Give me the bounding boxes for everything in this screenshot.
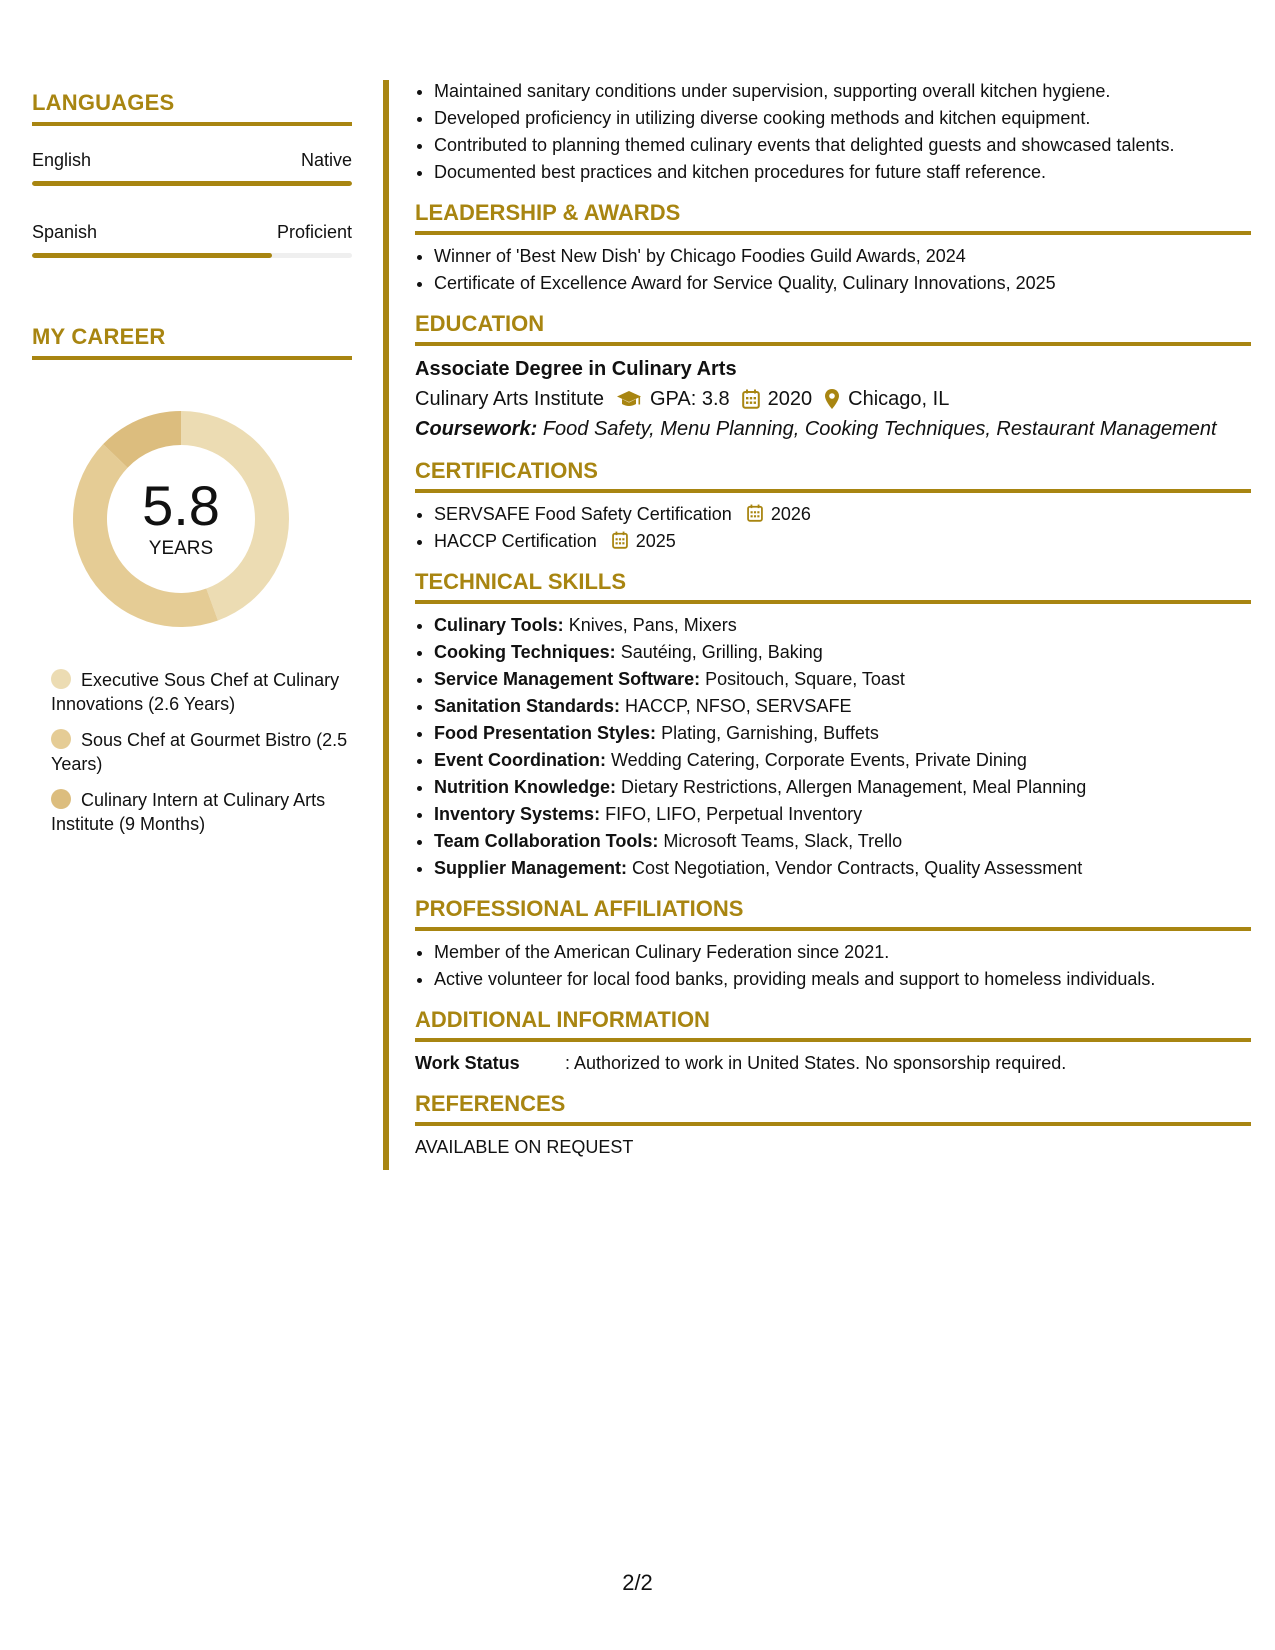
awards-list bbox=[415, 243, 1251, 297]
language-item-english bbox=[32, 150, 352, 186]
affiliation-item: • Member of the American Culinary Federation since 2021. bbox=[434, 939, 1251, 966]
language-level: Proficient bbox=[276, 222, 352, 242]
skill-value: Positouch, Square, Toast bbox=[705, 669, 905, 689]
education-coursework bbox=[415, 414, 1251, 444]
affiliations-heading: PROFESSIONAL AFFILIATIONS bbox=[415, 896, 1251, 931]
skill-item bbox=[434, 801, 1251, 828]
career-section bbox=[32, 324, 352, 836]
career-total-unit: YEARS bbox=[148, 538, 214, 559]
legend-dot bbox=[51, 669, 71, 689]
graduation-cap-icon bbox=[616, 389, 642, 409]
donut-center bbox=[66, 404, 296, 634]
skill-value: Plating, Garnishing, Buffets bbox=[661, 723, 879, 743]
language-bar-fill bbox=[32, 253, 272, 258]
skill-item bbox=[434, 639, 1251, 666]
skill-value: Dietary Restrictions, Allergen Management, Meal Planning bbox=[621, 777, 1087, 797]
language-item-spanish bbox=[32, 222, 352, 258]
legend-item bbox=[51, 788, 351, 836]
education-location: Chicago, IL bbox=[848, 388, 950, 410]
education-gpa: GPA: 3.8 bbox=[649, 388, 730, 410]
right-column bbox=[415, 78, 1251, 1161]
awards-heading: LEADERSHIP & AWARDS bbox=[415, 200, 1251, 235]
career-heading: MY CAREER bbox=[32, 324, 352, 360]
work-status-value: : Authorized to work in United States. No sponsorship required. bbox=[565, 1053, 1067, 1073]
skill-item bbox=[434, 855, 1251, 882]
skill-value: Wedding Catering, Corporate Events, Private Dining bbox=[611, 750, 1027, 770]
career-donut-chart bbox=[66, 404, 296, 634]
certification-item bbox=[434, 501, 1251, 528]
left-column bbox=[32, 90, 352, 848]
experience-bullet: • Developed proficiency in utilizing diverse cooking methods and kitchen equipment. bbox=[434, 105, 1251, 132]
language-bar-fill bbox=[32, 181, 352, 186]
legend-item bbox=[51, 728, 351, 776]
skill-label: Inventory Systems: bbox=[434, 804, 601, 824]
certification-year: 2025 bbox=[635, 531, 676, 551]
skill-label: Supplier Management: bbox=[434, 858, 628, 878]
experience-bullet: • Contributed to planning themed culinary events that delighted guests and showcased talents. bbox=[434, 132, 1251, 159]
experience-bullet: • Maintained sanitary conditions under supervision, supporting overall kitchen hygiene. bbox=[434, 78, 1251, 105]
skill-value: Cost Negotiation, Vendor Contracts, Quality Assessment bbox=[632, 858, 1083, 878]
award-item: • Winner of 'Best New Dish' by Chicago Foodies Guild Awards, 2024 bbox=[434, 243, 1251, 270]
location-pin-icon bbox=[824, 388, 840, 410]
calendar-icon bbox=[747, 504, 763, 522]
references-text: AVAILABLE ON REQUEST bbox=[415, 1137, 634, 1157]
skill-label: Nutrition Knowledge: bbox=[434, 777, 616, 797]
skill-label: Cooking Techniques: bbox=[434, 642, 616, 662]
column-divider bbox=[383, 80, 389, 1170]
skill-label: Event Coordination: bbox=[434, 750, 606, 770]
award-item: • Certificate of Excellence Award for Service Quality, Culinary Innovations, 2025 bbox=[434, 270, 1251, 297]
skill-item bbox=[434, 666, 1251, 693]
legend-label: Culinary Intern at Culinary Arts Institute (9 Months) bbox=[51, 790, 326, 834]
skill-label: Sanitation Standards: bbox=[434, 696, 621, 716]
certifications-list bbox=[415, 501, 1251, 555]
skill-label: Food Presentation Styles: bbox=[434, 723, 657, 743]
certification-item bbox=[434, 528, 1251, 555]
calendar-icon bbox=[612, 531, 628, 549]
education-degree: Associate Degree in Culinary Arts bbox=[415, 358, 737, 380]
language-bar bbox=[32, 181, 352, 186]
work-status-row bbox=[415, 1050, 1251, 1077]
skill-item bbox=[434, 693, 1251, 720]
page-number: 2/2 bbox=[622, 1570, 653, 1595]
skill-value: HACCP, NFSO, SERVSAFE bbox=[625, 696, 852, 716]
certification-name: HACCP Certification bbox=[434, 531, 597, 551]
certifications-heading: CERTIFICATIONS bbox=[415, 458, 1251, 493]
skill-value: Knives, Pans, Mixers bbox=[568, 615, 737, 635]
skill-value: Microsoft Teams, Slack, Trello bbox=[663, 831, 903, 851]
additional-info-heading: ADDITIONAL INFORMATION bbox=[415, 1007, 1251, 1042]
work-status-label: Work Status bbox=[415, 1053, 520, 1073]
skill-label: Service Management Software: bbox=[434, 669, 701, 689]
skills-list bbox=[415, 612, 1251, 882]
experience-bullet: • Documented best practices and kitchen procedures for future staff reference. bbox=[434, 159, 1251, 186]
coursework-label: Coursework: bbox=[415, 418, 538, 440]
education-meta bbox=[415, 384, 1251, 414]
skill-item bbox=[434, 774, 1251, 801]
language-name: English bbox=[32, 150, 92, 170]
education-institution: Culinary Arts Institute bbox=[415, 388, 604, 410]
skill-label: Culinary Tools: bbox=[434, 615, 564, 635]
career-legend bbox=[51, 668, 351, 836]
legend-label: Sous Chef at Gourmet Bistro (2.5 Years) bbox=[51, 730, 348, 774]
certification-year: 2026 bbox=[770, 504, 811, 524]
languages-heading: LANGUAGES bbox=[32, 90, 352, 126]
career-total-years: 5.8 bbox=[142, 474, 220, 537]
legend-label: Executive Sous Chef at Culinary Innovations (2.6 Years) bbox=[51, 670, 340, 714]
experience-bullets bbox=[415, 78, 1251, 186]
skill-value: FIFO, LIFO, Perpetual Inventory bbox=[605, 804, 863, 824]
certification-name: SERVSAFE Food Safety Certification bbox=[434, 504, 732, 524]
language-bar bbox=[32, 253, 352, 258]
skill-label: Team Collaboration Tools: bbox=[434, 831, 659, 851]
legend-dot bbox=[51, 789, 71, 809]
coursework-value: Food Safety, Menu Planning, Cooking Techniques, Restaurant Management bbox=[542, 418, 1217, 440]
language-level: Native bbox=[300, 150, 352, 170]
legend-item bbox=[51, 668, 351, 716]
education-heading: EDUCATION bbox=[415, 311, 1251, 346]
references-heading: REFERENCES bbox=[415, 1091, 1251, 1126]
skill-item bbox=[434, 720, 1251, 747]
legend-dot bbox=[51, 729, 71, 749]
education-year: 2020 bbox=[767, 388, 813, 410]
language-name: Spanish bbox=[32, 222, 98, 242]
skill-item bbox=[434, 612, 1251, 639]
skill-item bbox=[434, 828, 1251, 855]
skills-heading: TECHNICAL SKILLS bbox=[415, 569, 1251, 604]
affiliations-list bbox=[415, 939, 1251, 993]
calendar-icon bbox=[742, 389, 760, 409]
skill-value: Sautéing, Grilling, Baking bbox=[620, 642, 823, 662]
skill-item bbox=[434, 747, 1251, 774]
affiliation-item: • Active volunteer for local food banks, providing meals and support to homeless individuals. bbox=[434, 966, 1251, 993]
